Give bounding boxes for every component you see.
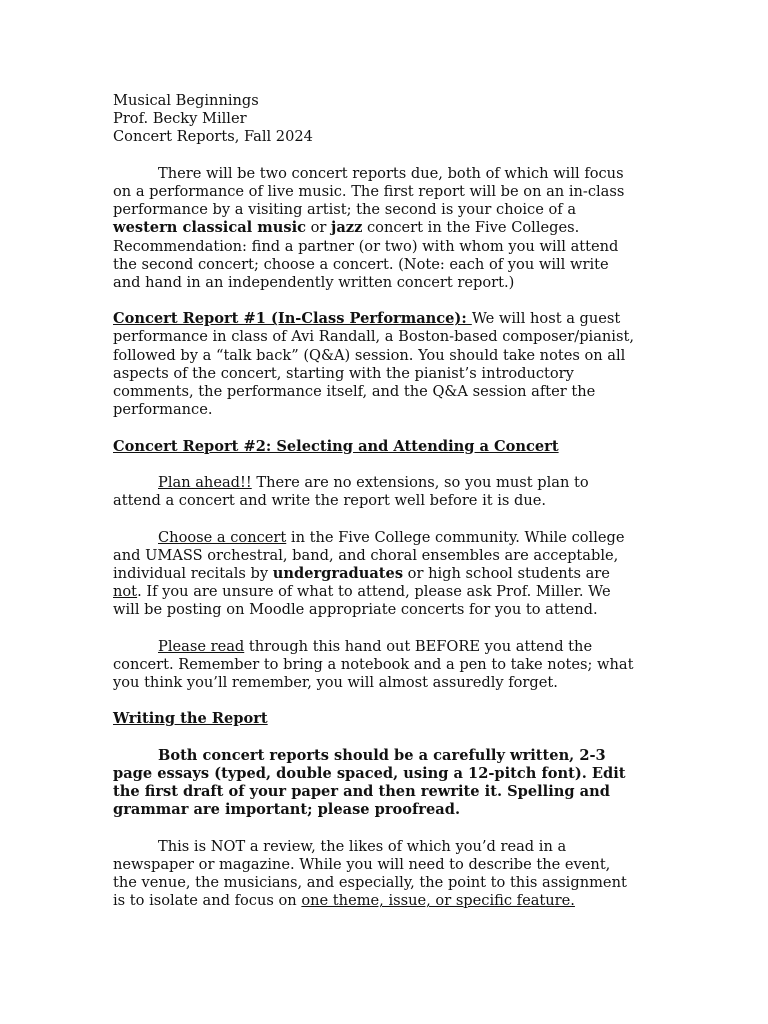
professor-name: Prof. Becky Miller	[113, 110, 247, 128]
please-read-paragraph: Please read through this hand out BEFORE you attend the concert. Remember to bring a notebook and a pen to take notes; what you think you’ll remember, you will almost assuredly forget.	[113, 637, 634, 691]
document-page	[113, 92, 658, 910]
writing-requirements-paragraph: Both concert reports should be a carefully written, 2-3 page essays (typed, double spaced, using a 12-pitch font). Edit the first draft of your paper and then rewrite it. Spelling and grammar are important; please proofread.	[113, 746, 626, 819]
not-a-review-paragraph: This is NOT a review, the likes of which you’d read in a newspaper or magazine. While you will need to describe the event, the venue, the musicians, and especially, the point to this assignment is to isolate and focus on one theme, issue, or specific feature.	[113, 837, 627, 910]
writing-heading: Writing the Report	[113, 710, 268, 728]
report2-heading: Concert Report #2: Selecting and Attending a Concert	[113, 437, 559, 455]
course-name: Musical Beginnings	[113, 92, 259, 109]
report1-paragraph: Concert Report #1 (In-Class Performance): We will host a guest performance in class of Avi Randall, a Boston-based composer/pianist, followed by a “talk back” (Q&A) session. You should take notes on all aspects of the concert, starting with the pianist’s introductory comments, the performance itself, and the Q&A session after the performance.	[113, 310, 634, 419]
choose-concert-paragraph: Choose a concert in the Five College community. While college and UMASS orchestral, band, and choral ensembles are acceptable, individual recitals by undergraduates or high school students are not. If you are unsure of what to attend, please ask Prof. Miller. We will be posting on Moodle appropriate concerts for you to attend.	[113, 528, 625, 619]
intro-paragraph: There will be two concert reports due, both of which will focus on a performance of live music. The first report will be on an in-class performance by a visiting artist; the second is your choice of a western classical music or jazz concert in the Five Colleges. Recommendation: find a partner (or two) with whom you will attend the second concert; choose a concert. (Note: each of you will write and hand in an independently written concert report.)	[113, 164, 625, 291]
plan-ahead-paragraph: Plan ahead!! There are no extensions, so you must plan to attend a concert and write the report well before it is due.	[113, 473, 589, 510]
document-title: Concert Reports, Fall 2024	[113, 128, 313, 146]
report1-heading: Concert Report #1 (In-Class Performance):	[113, 310, 472, 328]
